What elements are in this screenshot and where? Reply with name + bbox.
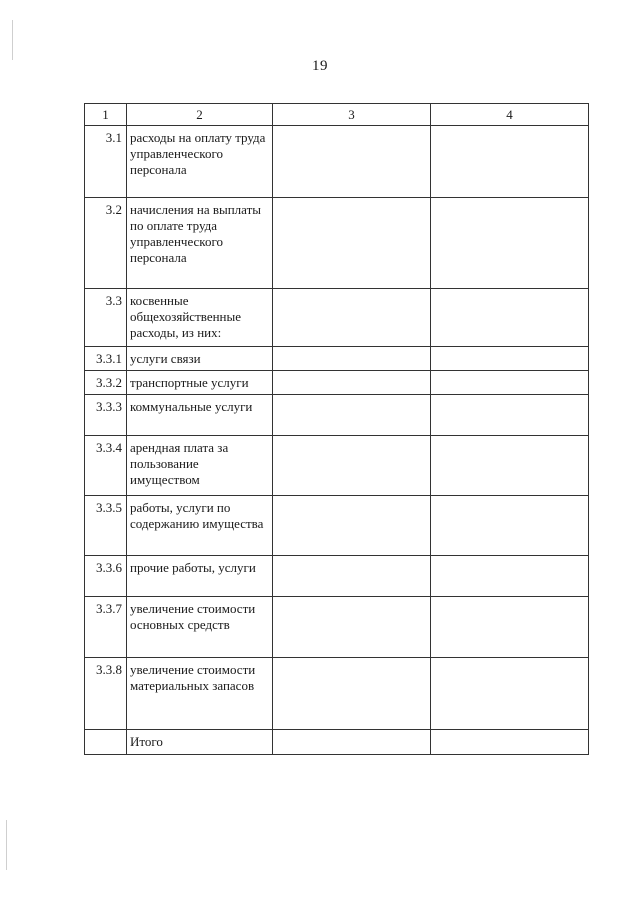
row-number: 3.3.1 <box>85 347 127 371</box>
row-cell-col4[interactable] <box>431 126 589 198</box>
row-cell-col3[interactable] <box>273 289 431 347</box>
table-row <box>85 289 589 347</box>
row-cell-col3[interactable] <box>273 496 431 556</box>
row-number: 3.3.7 <box>85 597 127 658</box>
table-row <box>85 347 589 371</box>
table-body <box>85 126 589 755</box>
scan-artifact <box>6 820 7 870</box>
row-cell-col4[interactable] <box>431 496 589 556</box>
table-header-row <box>85 104 589 126</box>
row-cell-col4[interactable] <box>431 347 589 371</box>
row-label: увеличение стоимости материальных запасов <box>127 658 273 730</box>
row-number: 3.3.6 <box>85 556 127 597</box>
row-number: 3.1 <box>85 126 127 198</box>
table-row <box>85 198 589 289</box>
row-cell-col4[interactable] <box>431 371 589 395</box>
row-cell-col4[interactable] <box>431 730 589 755</box>
row-cell-col3[interactable] <box>273 395 431 436</box>
row-cell-col3[interactable] <box>273 198 431 289</box>
row-cell-col3[interactable] <box>273 597 431 658</box>
row-label: коммунальные услуги <box>127 395 273 436</box>
row-label: начисления на выплаты по оплате труда управленческого персонала <box>127 198 273 289</box>
row-cell-col3[interactable] <box>273 371 431 395</box>
row-label: увеличение стоимости основных средств <box>127 597 273 658</box>
column-header-1: 1 <box>85 104 127 126</box>
row-cell-col4[interactable] <box>431 556 589 597</box>
table-row <box>85 730 589 755</box>
row-cell-col4[interactable] <box>431 658 589 730</box>
row-cell-col4[interactable] <box>431 395 589 436</box>
table-row <box>85 436 589 496</box>
row-number: 3.3.8 <box>85 658 127 730</box>
row-label: расходы на оплату труда управленческого персонала <box>127 126 273 198</box>
row-label: транспортные услуги <box>127 371 273 395</box>
row-label: услуги связи <box>127 347 273 371</box>
table-row <box>85 658 589 730</box>
table-row <box>85 126 589 198</box>
row-cell-col4[interactable] <box>431 597 589 658</box>
row-cell-col3[interactable] <box>273 436 431 496</box>
row-number: 3.3.2 <box>85 371 127 395</box>
table-row <box>85 597 589 658</box>
row-cell-col3[interactable] <box>273 658 431 730</box>
column-header-4: 4 <box>431 104 589 126</box>
table-row <box>85 556 589 597</box>
row-cell-col4[interactable] <box>431 198 589 289</box>
row-cell-col3[interactable] <box>273 730 431 755</box>
row-number: 3.3.3 <box>85 395 127 436</box>
report-table <box>84 103 589 755</box>
column-header-2: 2 <box>127 104 273 126</box>
row-cell-col4[interactable] <box>431 289 589 347</box>
table-row <box>85 371 589 395</box>
row-label: Итого <box>127 730 273 755</box>
row-label: работы, услуги по содержанию имущества <box>127 496 273 556</box>
row-number: 3.3.4 <box>85 436 127 496</box>
table-row <box>85 395 589 436</box>
row-label: прочие работы, услуги <box>127 556 273 597</box>
table-row <box>85 496 589 556</box>
row-number: 3.3 <box>85 289 127 347</box>
row-cell-col3[interactable] <box>273 126 431 198</box>
row-label: косвенные общехозяйственные расходы, из них: <box>127 289 273 347</box>
row-cell-col4[interactable] <box>431 436 589 496</box>
page-number: 19 <box>312 58 328 74</box>
row-number: 3.2 <box>85 198 127 289</box>
column-header-3: 3 <box>273 104 431 126</box>
row-cell-col3[interactable] <box>273 556 431 597</box>
row-label: арендная плата за пользование имуществом <box>127 436 273 496</box>
row-cell-col3[interactable] <box>273 347 431 371</box>
row-number: 3.3.5 <box>85 496 127 556</box>
scan-artifact <box>12 20 13 60</box>
row-number <box>85 730 127 755</box>
